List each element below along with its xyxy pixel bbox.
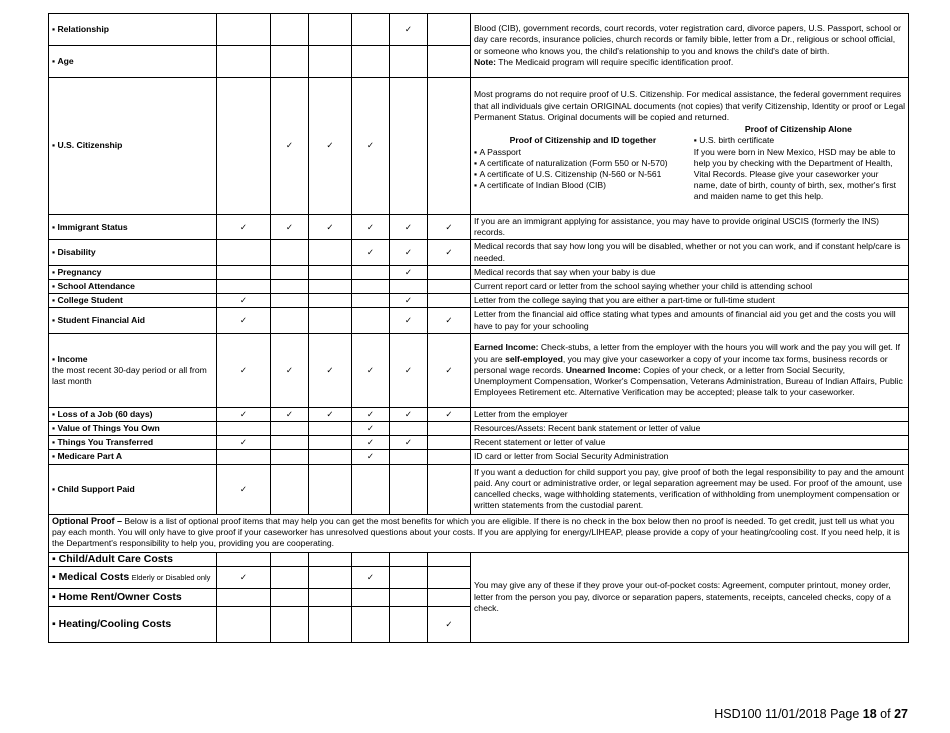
check-mark: ✓ <box>352 78 390 215</box>
row-value-things <box>49 422 909 436</box>
check-mark: ✓ <box>271 215 309 240</box>
check-mark: ✓ <box>217 308 271 333</box>
check-mark: ✓ <box>390 308 428 333</box>
medicare-description: ID card or letter from Social Security Administration <box>471 450 909 464</box>
check-mark: ✓ <box>390 407 428 421</box>
check-mark: ✓ <box>352 436 390 450</box>
check-mark: ✓ <box>390 333 428 407</box>
medicare-label: ▪ Medicare Part A <box>49 450 217 464</box>
disability-label: ▪ Disability <box>49 240 217 265</box>
age-label: ▪ Age <box>49 46 217 78</box>
row-medicare <box>49 450 909 464</box>
check-mark: ✓ <box>352 422 390 436</box>
relationship-label: ▪ Relationship <box>49 14 217 46</box>
check-mark: ✓ <box>217 566 271 588</box>
pregnancy-description: Medical records that say when your baby is due <box>471 265 909 279</box>
row-optional-proof <box>49 514 909 552</box>
row-pregnancy <box>49 265 909 279</box>
check-mark: ✓ <box>390 215 428 240</box>
childcare-label: ▪ Child/Adult Care Costs <box>49 552 217 566</box>
financial-aid-label: ▪ Student Financial Aid <box>49 308 217 333</box>
check-mark: ✓ <box>390 14 428 46</box>
financial-aid-description: Letter from the financial aid office stating what types and amounts of financial aid you get and the costs you will have to pay for your schooling <box>471 308 909 333</box>
check-mark: ✓ <box>309 215 352 240</box>
check-mark: ✓ <box>309 333 352 407</box>
check-mark: ✓ <box>428 333 471 407</box>
check-mark: ✓ <box>309 407 352 421</box>
check-mark: ✓ <box>428 407 471 421</box>
immigrant-label: ▪ Immigrant Status <box>49 215 217 240</box>
college-label: ▪ College Student <box>49 294 217 308</box>
check-mark: ✓ <box>352 450 390 464</box>
check-mark: ✓ <box>217 333 271 407</box>
check-mark: ✓ <box>217 294 271 308</box>
check-mark: ✓ <box>217 436 271 450</box>
check-mark: ✓ <box>352 566 390 588</box>
check-mark: ✓ <box>352 333 390 407</box>
row-school <box>49 280 909 294</box>
heating-label: ▪ Heating/Cooling Costs <box>49 606 217 642</box>
page-footer: HSD100 11/01/2018 Page 18 of 27 <box>714 707 908 721</box>
immigrant-description: If you are an immigrant applying for assistance, you may have to provide original USCIS (formerly the INS) records. <box>471 215 909 240</box>
check-mark: ✓ <box>217 407 271 421</box>
transferred-description: Recent statement or letter of value <box>471 436 909 450</box>
relationship-age-description: Blood (CIB), government records, court records, voter registration card, divorce papers, U.S. Passport, school or day care records, insurance policies, church records or family bible, letter from a Dr., religious or school official, or someone who knows you, the child's relationship to you and knows the child's date of birth. Note: The Medicaid program will require specific identification proof. <box>471 14 909 78</box>
check-mark: ✓ <box>428 215 471 240</box>
job-loss-label: ▪ Loss of a Job (60 days) <box>49 407 217 421</box>
college-description: Letter from the college saying that you are either a part-time or full-time student <box>471 294 909 308</box>
school-label: ▪ School Attendance <box>49 280 217 294</box>
income-label: ▪ Income the most recent 30-day period or all from last month <box>49 333 217 407</box>
row-immigrant <box>49 215 909 240</box>
row-disability <box>49 240 909 265</box>
disability-description: Medical records that say how long you will be disabled, whether or not you can work, and if constant help/care is needed. <box>471 240 909 265</box>
medical-costs-label: ▪ Medical Costs Elderly or Disabled only <box>49 566 217 588</box>
row-childcare <box>49 552 909 566</box>
check-mark: ✓ <box>390 265 428 279</box>
school-description: Current report card or letter from the school saying whether your child is attending school <box>471 280 909 294</box>
check-mark: ✓ <box>271 407 309 421</box>
rent-label: ▪ Home Rent/Owner Costs <box>49 588 217 606</box>
check-mark: ✓ <box>352 407 390 421</box>
check-mark: ✓ <box>271 333 309 407</box>
check-mark: ✓ <box>271 78 309 215</box>
row-child-support <box>49 464 909 514</box>
row-college <box>49 294 909 308</box>
check-mark: ✓ <box>428 606 471 642</box>
check-mark: ✓ <box>352 215 390 240</box>
proof-requirements-table <box>48 13 909 643</box>
row-relationship <box>49 14 909 46</box>
optional-proof-text: Optional Proof – Below is a list of optional proof items that may help you can get the most benefits for which you are eligible. If there is no check in the box below then no proof is needed. To get credit, just tell us what you pay each month. You will only have to give proof if your caseworker has unresolved questions about your costs. If you are applying for energy/LIHEAP, please provide a copy of your heating/cooling cost. If you need help, it is the Department's responsibility to help you, providing you are cooperating. <box>49 514 909 552</box>
row-citizenship <box>49 78 909 215</box>
check-mark: ✓ <box>309 78 352 215</box>
child-support-description: If you want a deduction for child support you pay, give proof of both the legal responsibility to pay and the amount paid. Any court or administrative order, or legal separation agreement may be used. For proof of the amount, use cancelled checks, wage withholding statements, verification of withholding from unemployment compensation or written statements from the custodial parent. <box>471 464 909 514</box>
check-mark: ✓ <box>217 215 271 240</box>
row-job-loss <box>49 407 909 421</box>
row-transferred <box>49 436 909 450</box>
job-loss-description: Letter from the employer <box>471 407 909 421</box>
check-mark: ✓ <box>390 240 428 265</box>
check-mark: ✓ <box>428 308 471 333</box>
pregnancy-label: ▪ Pregnancy <box>49 265 217 279</box>
row-financial-aid <box>49 308 909 333</box>
optional-costs-description: You may give any of these if they prove your out-of-pocket costs: Agreement, computer printout, money order, letter from the person you pay, divorce or separation papers, statements, receipts, canceled checks, copy of a check. <box>471 552 909 642</box>
child-support-label: ▪ Child Support Paid <box>49 464 217 514</box>
row-income <box>49 333 909 407</box>
income-description: Earned Income: Check-stubs, a letter from the employer with the hours you will work and the pay you will get. If you are self-employed, you may give your caseworker a copy of your income tax forms, business records or personal wage records. Unearned Income: Copies of your check, or a letter from Social Security, Unemployment Compensation, Worker's Compensation, Veterans Administration, Bureau of Indian Affairs, Public Employees Retirement etc. Alternative Verification may be accepted; please talk to your caseworker. <box>471 333 909 407</box>
citizenship-label: ▪ U.S. Citizenship <box>49 78 217 215</box>
check-mark: ✓ <box>390 294 428 308</box>
value-things-label: ▪ Value of Things You Own <box>49 422 217 436</box>
value-things-description: Resources/Assets: Recent bank statement or letter of value <box>471 422 909 436</box>
check-mark: ✓ <box>428 240 471 265</box>
check-mark: ✓ <box>217 464 271 514</box>
citizenship-description: Most programs do not require proof of U.S. Citizenship. For medical assistance, the federal government requires that all individuals give certain ORIGINAL documents (not copies) that verify Citizenship, Identity or proof or Legal Permanent Status. Original documents will be copied and returned. Proof of Citizenship and ID together ▪ A Passport ▪ A certificate of naturalization (Form 550 or N-570) ▪ A certificate of U.S. Citizenship (N-560 or N-561 ▪ A certificate of Indian Blood (CIB) Proof of Citizenship Alone ▪ U.S. birth certificate If you were born in New Mexico, HSD may be able to help you by checking with the Department of Health, Vital Records. Please give your caseworker your name, date of birth, county of birth, sex, mother's first and maiden name to get this help. <box>471 78 909 215</box>
transferred-label: ▪ Things You Transferred <box>49 436 217 450</box>
check-mark: ✓ <box>352 240 390 265</box>
check-mark: ✓ <box>390 436 428 450</box>
